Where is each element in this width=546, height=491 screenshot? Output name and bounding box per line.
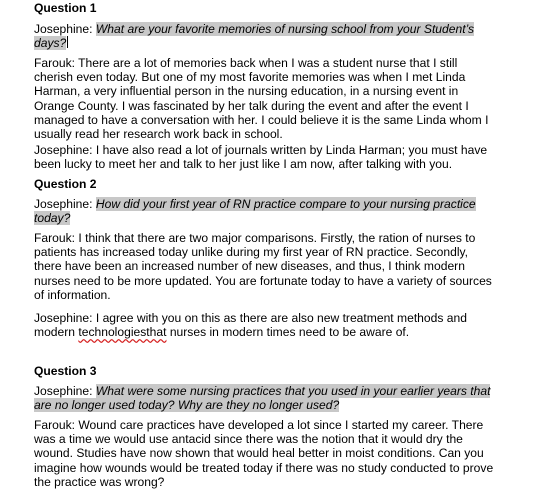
question-3-line — [34, 384, 494, 412]
question-2-response — [34, 311, 494, 339]
question-2-text: How did your first year of RN practice compare to your nursing practice today? — [34, 197, 476, 226]
question-2-speaker: Josephine: — [34, 197, 93, 211]
question-2-response-start: Josephine: I agree with you on this as there are also new treatment methods and modern — [34, 311, 467, 340]
question-3-speaker: Josephine: — [34, 384, 93, 398]
text-cursor — [67, 36, 68, 48]
spelling-error-word[interactable]: technologiesthat — [78, 325, 167, 340]
question-3-text: What were some nursing practices that you used in your earlier years that are no longer used today? Why are they no longer used? — [34, 384, 491, 413]
question-1-line — [34, 22, 494, 50]
question-3-answer: Farouk: Wound care practices have developed a lot since I started my career. There was a time we would use antacid since there was the notion that it would dry the wound. Studies have now shown that would heal better in moist conditions. Can you imagine how wounds would be treated today if there was no study conducted to prove the practice was wrong? — [34, 418, 494, 489]
question-1-heading: Question 1 — [34, 1, 97, 15]
question-1-text: What are your favorite memories of nursing school from your Student’s days? — [34, 22, 475, 51]
question-2-answer: Farouk: I think that there are two major comparisons. Firstly, the ration of nurses to patients has increased today unlike during my first year of RN practice. Secondly, there have been an increased number of new diseases, and thus, I think modern nurses need to be more updated. You are fortunate today to have a variety of sources of information. — [34, 231, 492, 302]
question-3-heading: Question 3 — [34, 364, 97, 378]
question-2-heading: Question 2 — [34, 177, 97, 191]
question-2-response-end: nurses in modern times need to be aware of. — [166, 325, 410, 340]
question-1-speaker: Josephine: — [34, 22, 93, 36]
question-1-answer: Farouk: There are a lot of memories back when I was a student nurse that I still cherish even today. But one of my most favorite memories was when I met Linda Harman, a very influential person in the nursing education, in a nursing event in Orange County. I was fascinated by her talk during the event and after the event I managed to have a conversation with her. I could believe it is the same Linda whom I usually read her research work back in school. — [34, 56, 489, 142]
question-2-line — [34, 197, 494, 225]
question-1-response: Josephine: I have also read a lot of journals written by Linda Harman; you must have been lucky to meet her and talk to her just like I am now, after talking with you. — [34, 143, 488, 172]
